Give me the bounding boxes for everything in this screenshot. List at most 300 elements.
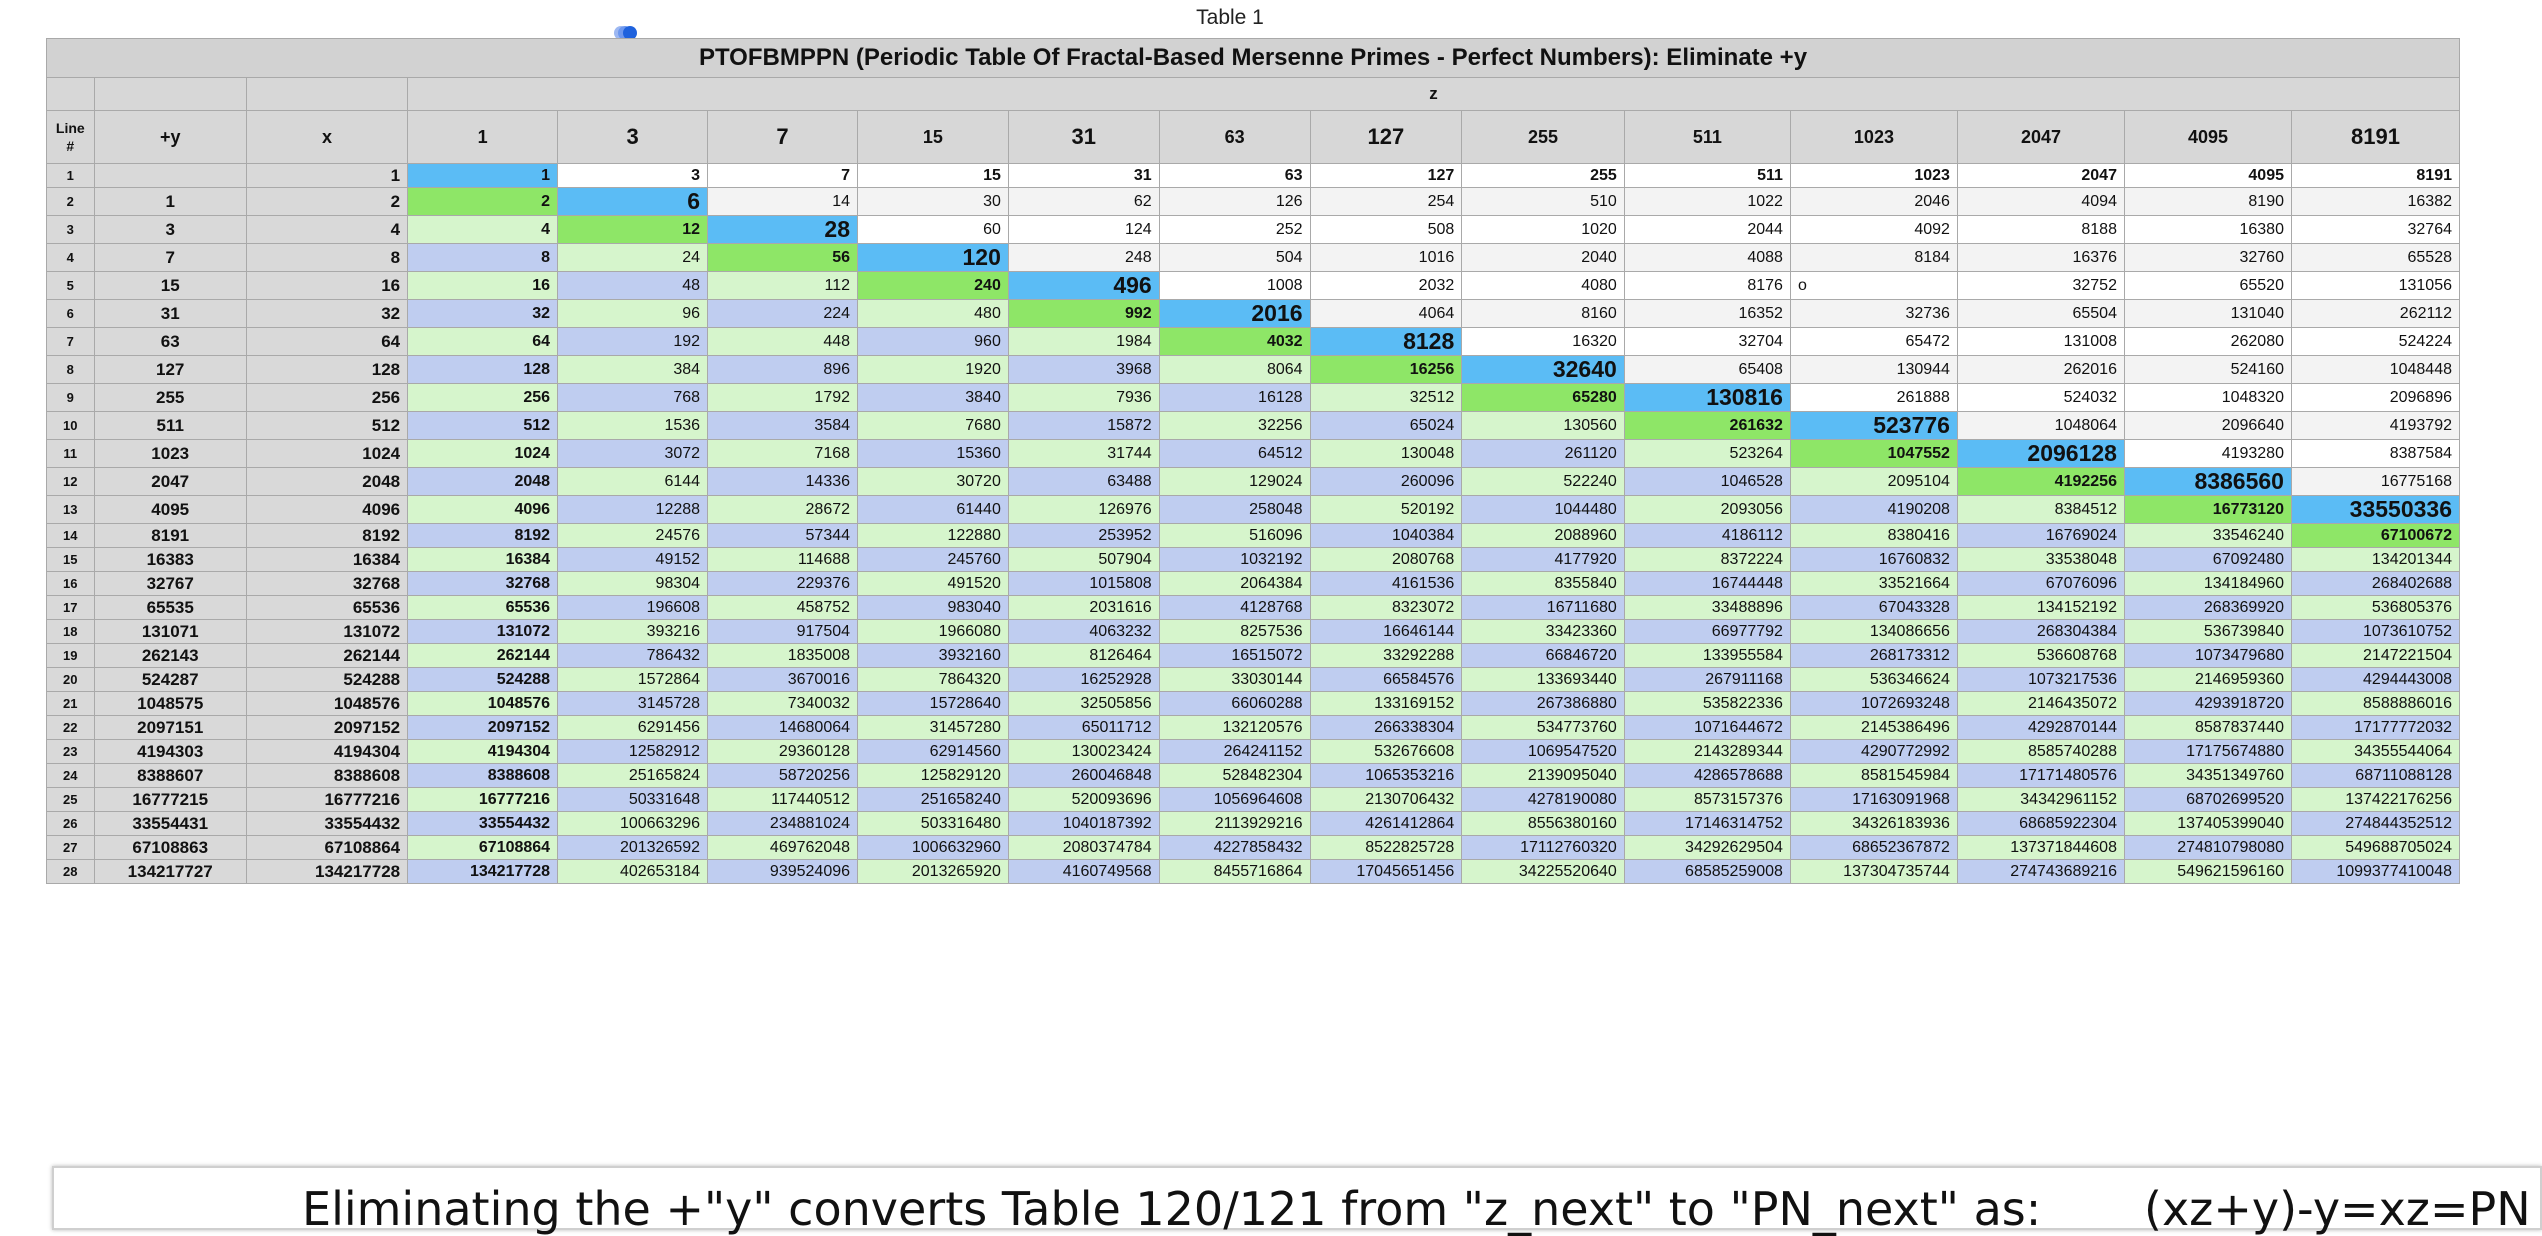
table-row [47,716,2460,740]
value-cell: 1572864 [558,668,708,692]
y-cell: 255 [94,384,246,412]
value-cell: 114688 [708,548,858,572]
line-number-cell: 26 [47,812,95,836]
value-cell: 8126464 [1008,644,1159,668]
value-cell: 130048 [1310,440,1462,468]
value-cell: 133955584 [1624,644,1790,668]
y-cell: 1 [94,188,246,216]
value-cell: 8257536 [1159,620,1310,644]
value-cell: 65011712 [1008,716,1159,740]
z-header: 511 [1624,111,1790,164]
value-cell: 260096 [1310,468,1462,496]
blank-header [94,78,246,111]
z-axis-label: z [408,78,2460,111]
value-cell: 17045651456 [1310,860,1462,884]
value-cell: 4193280 [2124,440,2291,468]
value-cell: 2139095040 [1462,764,1625,788]
value-cell: 3840 [858,384,1009,412]
value-cell: 536346624 [1790,668,1957,692]
value-cell: 15360 [858,440,1009,468]
value-cell: 14336 [708,468,858,496]
value-cell: 3584 [708,412,858,440]
value-cell: 32640 [1462,356,1625,384]
table-title: PTOFBMPPN (Periodic Table Of Fractal-Based Mersenne Primes - Perfect Numbers): Eliminate +y [47,39,2460,78]
value-cell: 1040384 [1310,524,1462,548]
y-cell: 67108863 [94,836,246,860]
y-cell [94,164,246,188]
value-cell: 8455716864 [1159,860,1310,884]
value-cell: 14680064 [708,716,858,740]
value-cell: 63 [1159,164,1310,188]
value-cell: 50331648 [558,788,708,812]
value-cell: 68685922304 [1957,812,2124,836]
value-cell: 8384512 [1957,496,2124,524]
value-cell: 261120 [1462,440,1625,468]
x-cell: 262144 [246,644,407,668]
value-cell: 402653184 [558,860,708,884]
value-cell: 1056964608 [1159,788,1310,812]
value-cell: 133169152 [1310,692,1462,716]
value-cell: 4094 [1957,188,2124,216]
y-cell: 32767 [94,572,246,596]
value-cell: 30720 [858,468,1009,496]
value-cell: 8355840 [1462,572,1625,596]
value-cell: 34355544064 [2291,740,2459,764]
value-cell: 268369920 [2124,596,2291,620]
x-cell: 8192 [246,524,407,548]
value-cell: 32760 [2124,244,2291,272]
value-cell: 274810798080 [2124,836,2291,860]
value-cell: 3670016 [708,668,858,692]
value-cell: 32768 [408,572,558,596]
value-cell: 6 [558,188,708,216]
y-cell: 511 [94,412,246,440]
value-cell: 960 [858,328,1009,356]
value-cell: 31 [1008,164,1159,188]
table-row [47,188,2460,216]
value-cell: 7340032 [708,692,858,716]
line-number-cell: 25 [47,788,95,812]
value-cell: 16128 [1159,384,1310,412]
value-cell: 3 [558,164,708,188]
value-cell: 534773760 [1462,716,1625,740]
value-cell: 2096128 [1957,440,2124,468]
value-cell: 4290772992 [1790,740,1957,764]
value-cell: 532676608 [1310,740,1462,764]
value-cell: 1792 [708,384,858,412]
value-cell: 1536 [558,412,708,440]
value-cell: 1047552 [1790,440,1957,468]
x-cell: 1048576 [246,692,407,716]
value-cell: 1046528 [1624,468,1790,496]
value-cell: 63488 [1008,468,1159,496]
value-cell: 66584576 [1310,668,1462,692]
line-number-cell: 23 [47,740,95,764]
value-cell: 33521664 [1790,572,1957,596]
value-cell: 384 [558,356,708,384]
value-cell: 535822336 [1624,692,1790,716]
value-cell: 124 [1008,216,1159,244]
value-cell: 2048 [408,468,558,496]
line-number-cell: 14 [47,524,95,548]
y-cell: 7 [94,244,246,272]
value-cell: 34351349760 [2124,764,2291,788]
value-cell: 261888 [1790,384,1957,412]
value-cell: 2095104 [1790,468,1957,496]
value-cell: 274844352512 [2291,812,2459,836]
value-cell: 67043328 [1790,596,1957,620]
value-cell: 65408 [1624,356,1790,384]
value-cell: 16320 [1462,328,1625,356]
value-cell: 57344 [708,524,858,548]
value-cell: 4080 [1462,272,1625,300]
value-cell: 240 [858,272,1009,300]
value-cell: 62914560 [858,740,1009,764]
value-cell: 2013265920 [858,860,1009,884]
value-cell: 66060288 [1159,692,1310,716]
value-cell: 96 [558,300,708,328]
value-cell: 1016 [1310,244,1462,272]
value-cell: 16382 [2291,188,2459,216]
value-cell: 4278190080 [1462,788,1625,812]
value-cell: 7936 [1008,384,1159,412]
table-row [47,596,2460,620]
value-cell: 16352 [1624,300,1790,328]
value-cell: 67092480 [2124,548,2291,572]
value-cell: 2147221504 [2291,644,2459,668]
x-cell: 524288 [246,668,407,692]
value-cell: 4096 [408,496,558,524]
y-cell: 65535 [94,596,246,620]
line-number-cell: 8 [47,356,95,384]
value-cell: 536805376 [2291,596,2459,620]
table-row [47,764,2460,788]
value-cell: 16775168 [2291,468,2459,496]
value-cell: 2064384 [1159,572,1310,596]
value-cell: 8192 [408,524,558,548]
value-cell: 268173312 [1790,644,1957,668]
value-cell: 12288 [558,496,708,524]
y-cell: 8191 [94,524,246,548]
value-cell: 65528 [2291,244,2459,272]
value-cell: 2040 [1462,244,1625,272]
x-cell: 16 [246,272,407,300]
value-cell: 536739840 [2124,620,2291,644]
value-cell: 4088 [1624,244,1790,272]
value-cell: 33030144 [1159,668,1310,692]
value-cell: 8190 [2124,188,2291,216]
value-cell: 30 [858,188,1009,216]
value-cell: 4032 [1159,328,1310,356]
value-cell: 458752 [708,596,858,620]
value-cell: 503316480 [858,812,1009,836]
line-number-cell: 4 [47,244,95,272]
value-cell: 8064 [1159,356,1310,384]
value-cell: 524032 [1957,384,2124,412]
value-cell: 524160 [2124,356,2291,384]
value-cell: 262112 [2291,300,2459,328]
value-cell: 4186112 [1624,524,1790,548]
value-cell: 4 [408,216,558,244]
y-cell: 63 [94,328,246,356]
value-cell: 34326183936 [1790,812,1957,836]
value-cell: 29360128 [708,740,858,764]
value-cell: 2096896 [2291,384,2459,412]
value-cell: 448 [708,328,858,356]
value-cell: 523264 [1624,440,1790,468]
value-cell: 8380416 [1790,524,1957,548]
value-cell: 262016 [1957,356,2124,384]
value-cell: 48 [558,272,708,300]
value-cell: 1024 [408,440,558,468]
value-cell: 524288 [408,668,558,692]
z-header: 63 [1159,111,1310,164]
x-cell: 8388608 [246,764,407,788]
value-cell: 1048576 [408,692,558,716]
value-cell: 130816 [1624,384,1790,412]
value-cell: 4160749568 [1008,860,1159,884]
value-cell: 137405399040 [2124,812,2291,836]
value-cell: 992 [1008,300,1159,328]
line-number-cell: 22 [47,716,95,740]
table-row [47,216,2460,244]
value-cell: 1 [408,164,558,188]
value-cell: 2031616 [1008,596,1159,620]
z-header: 255 [1462,111,1625,164]
x-cell: 1 [246,164,407,188]
value-cell: 33546240 [2124,524,2291,548]
value-cell: 14 [708,188,858,216]
value-cell: 65504 [1957,300,2124,328]
z-header: 15 [858,111,1009,164]
y-cell: 31 [94,300,246,328]
table-row [47,164,2460,188]
value-cell: 16376 [1957,244,2124,272]
value-cell: 8387584 [2291,440,2459,468]
value-cell: 66977792 [1624,620,1790,644]
value-cell: 536608768 [1957,644,2124,668]
line-number-cell: 17 [47,596,95,620]
value-cell: 64512 [1159,440,1310,468]
value-cell: 16711680 [1462,596,1625,620]
value-cell: 17177772032 [2291,716,2459,740]
value-cell: 16744448 [1624,572,1790,596]
value-cell: 6291456 [558,716,708,740]
x-cell: 8 [246,244,407,272]
table-row [47,644,2460,668]
x-cell: 2097152 [246,716,407,740]
value-cell: 126 [1159,188,1310,216]
x-cell: 33554432 [246,812,407,836]
stray-mark: o [1797,276,1807,294]
x-cell: 64 [246,328,407,356]
value-cell: 4063232 [1008,620,1159,644]
value-cell: 134152192 [1957,596,2124,620]
line-number-cell: 5 [47,272,95,300]
value-cell: 32 [408,300,558,328]
line-number-cell: 28 [47,860,95,884]
value-cell: 4192256 [1957,468,2124,496]
table-caption: Table 1 [1196,6,1264,29]
x-cell: 4096 [246,496,407,524]
value-cell: 127 [1310,164,1462,188]
value-cell: 8386560 [2124,468,2291,496]
value-cell: 130560 [1462,412,1625,440]
value-cell: 1048064 [1957,412,2124,440]
value-cell: 267911168 [1624,668,1790,692]
value-cell: 134201344 [2291,548,2459,572]
value-cell: 3932160 [858,644,1009,668]
value-cell: 33538048 [1957,548,2124,572]
value-cell: 122880 [858,524,1009,548]
value-cell: 2130706432 [1310,788,1462,812]
value-cell: 2097152 [408,716,558,740]
x-cell: 2048 [246,468,407,496]
y-cell: 2097151 [94,716,246,740]
line-number-cell: 16 [47,572,95,596]
x-cell: 131072 [246,620,407,644]
value-cell: 2088960 [1462,524,1625,548]
table-row [47,356,2460,384]
value-cell: 4293918720 [2124,692,2291,716]
periodic-table [46,38,2460,884]
value-cell: 201326592 [558,836,708,860]
x-cell: 16384 [246,548,407,572]
line-number-cell: 20 [47,668,95,692]
value-cell: 131072 [408,620,558,644]
value-cell: 2096640 [2124,412,2291,440]
value-cell: 16 [408,272,558,300]
value-cell: 137371844608 [1957,836,2124,860]
value-cell: 131056 [2291,272,2459,300]
value-cell: 137422176256 [2291,788,2459,812]
value-cell: 1015808 [1008,572,1159,596]
value-cell: 58720256 [708,764,858,788]
value-cell: 516096 [1159,524,1310,548]
table-row [47,524,2460,548]
value-cell: 1032192 [1159,548,1310,572]
value-cell: 8188 [1957,216,2124,244]
x-cell: 32768 [246,572,407,596]
value-cell: 15872 [1008,412,1159,440]
value-cell: 125829120 [858,764,1009,788]
y-cell: 1048575 [94,692,246,716]
x-cell: 128 [246,356,407,384]
value-cell: 134086656 [1790,620,1957,644]
value-cell: 68652367872 [1790,836,1957,860]
value-cell: 64 [408,328,558,356]
line-number-cell: 10 [47,412,95,440]
value-cell: 524224 [2291,328,2459,356]
value-cell: 120 [858,244,1009,272]
value-cell: 491520 [858,572,1009,596]
line-number-cell: 18 [47,620,95,644]
value-cell: 61440 [858,496,1009,524]
blank-header [246,78,407,111]
value-cell: 16777216 [408,788,558,812]
value-cell: 65280 [1462,384,1625,412]
value-cell: 31744 [1008,440,1159,468]
table-row [47,328,2460,356]
value-cell: 16769024 [1957,524,2124,548]
value-cell: 67076096 [1957,572,2124,596]
value-cell: 16760832 [1790,548,1957,572]
value-cell: 16515072 [1159,644,1310,668]
value-cell: 1065353216 [1310,764,1462,788]
value-cell: 1920 [858,356,1009,384]
line-number-cell: 13 [47,496,95,524]
value-cell: 1023 [1790,164,1957,188]
y-cell: 262143 [94,644,246,668]
table-row [47,496,2460,524]
value-cell: 8128 [1310,328,1462,356]
value-cell: 4190208 [1790,496,1957,524]
value-cell: 262144 [408,644,558,668]
table-row [47,412,2460,440]
value-cell: 245760 [858,548,1009,572]
z-header: 127 [1310,111,1462,164]
value-cell: 1048448 [2291,356,2459,384]
value-cell: 1073479680 [2124,644,2291,668]
value-cell: 266338304 [1310,716,1462,740]
value-cell: 68702699520 [2124,788,2291,812]
value-cell: 67108864 [408,836,558,860]
table-row [47,440,2460,468]
value-cell: 8176 [1624,272,1790,300]
value-cell: 469762048 [708,836,858,860]
value-cell: 1022 [1624,188,1790,216]
value-cell: 24 [558,244,708,272]
value-cell: 229376 [708,572,858,596]
z-header: 8191 [2291,111,2459,164]
value-cell: 4092 [1790,216,1957,244]
value-cell: 56 [708,244,858,272]
value-cell: 17171480576 [1957,764,2124,788]
y-cell: 131071 [94,620,246,644]
line-number-cell: 24 [47,764,95,788]
value-cell: 2046 [1790,188,1957,216]
value-cell: 4261412864 [1310,812,1462,836]
line-number-cell: 9 [47,384,95,412]
y-cell: 3 [94,216,246,244]
y-cell: 16777215 [94,788,246,812]
value-cell: 1040187392 [1008,812,1159,836]
value-cell: 130944 [1790,356,1957,384]
line-number-cell: 2 [47,188,95,216]
table-row [47,572,2460,596]
value-cell: 32256 [1159,412,1310,440]
value-cell: 8 [408,244,558,272]
value-cell: 258048 [1159,496,1310,524]
value-cell: 1966080 [858,620,1009,644]
value-cell: 8323072 [1310,596,1462,620]
value-cell: 939524096 [708,860,858,884]
value-cell: 261632 [1624,412,1790,440]
value-cell: 17112760320 [1462,836,1625,860]
note-formula: (xz+y)-y=xz=PN [2144,1182,2531,1236]
value-cell: 33488896 [1624,596,1790,620]
table-row [47,272,2460,300]
line-number-header: Line # [47,111,95,164]
value-cell: 917504 [708,620,858,644]
value-cell: 49152 [558,548,708,572]
value-cell: 17175674880 [2124,740,2291,764]
value-cell: 15728640 [858,692,1009,716]
y-cell: 134217727 [94,860,246,884]
value-cell: 3145728 [558,692,708,716]
value-cell: 2032 [1310,272,1462,300]
value-cell: 8522825728 [1310,836,1462,860]
